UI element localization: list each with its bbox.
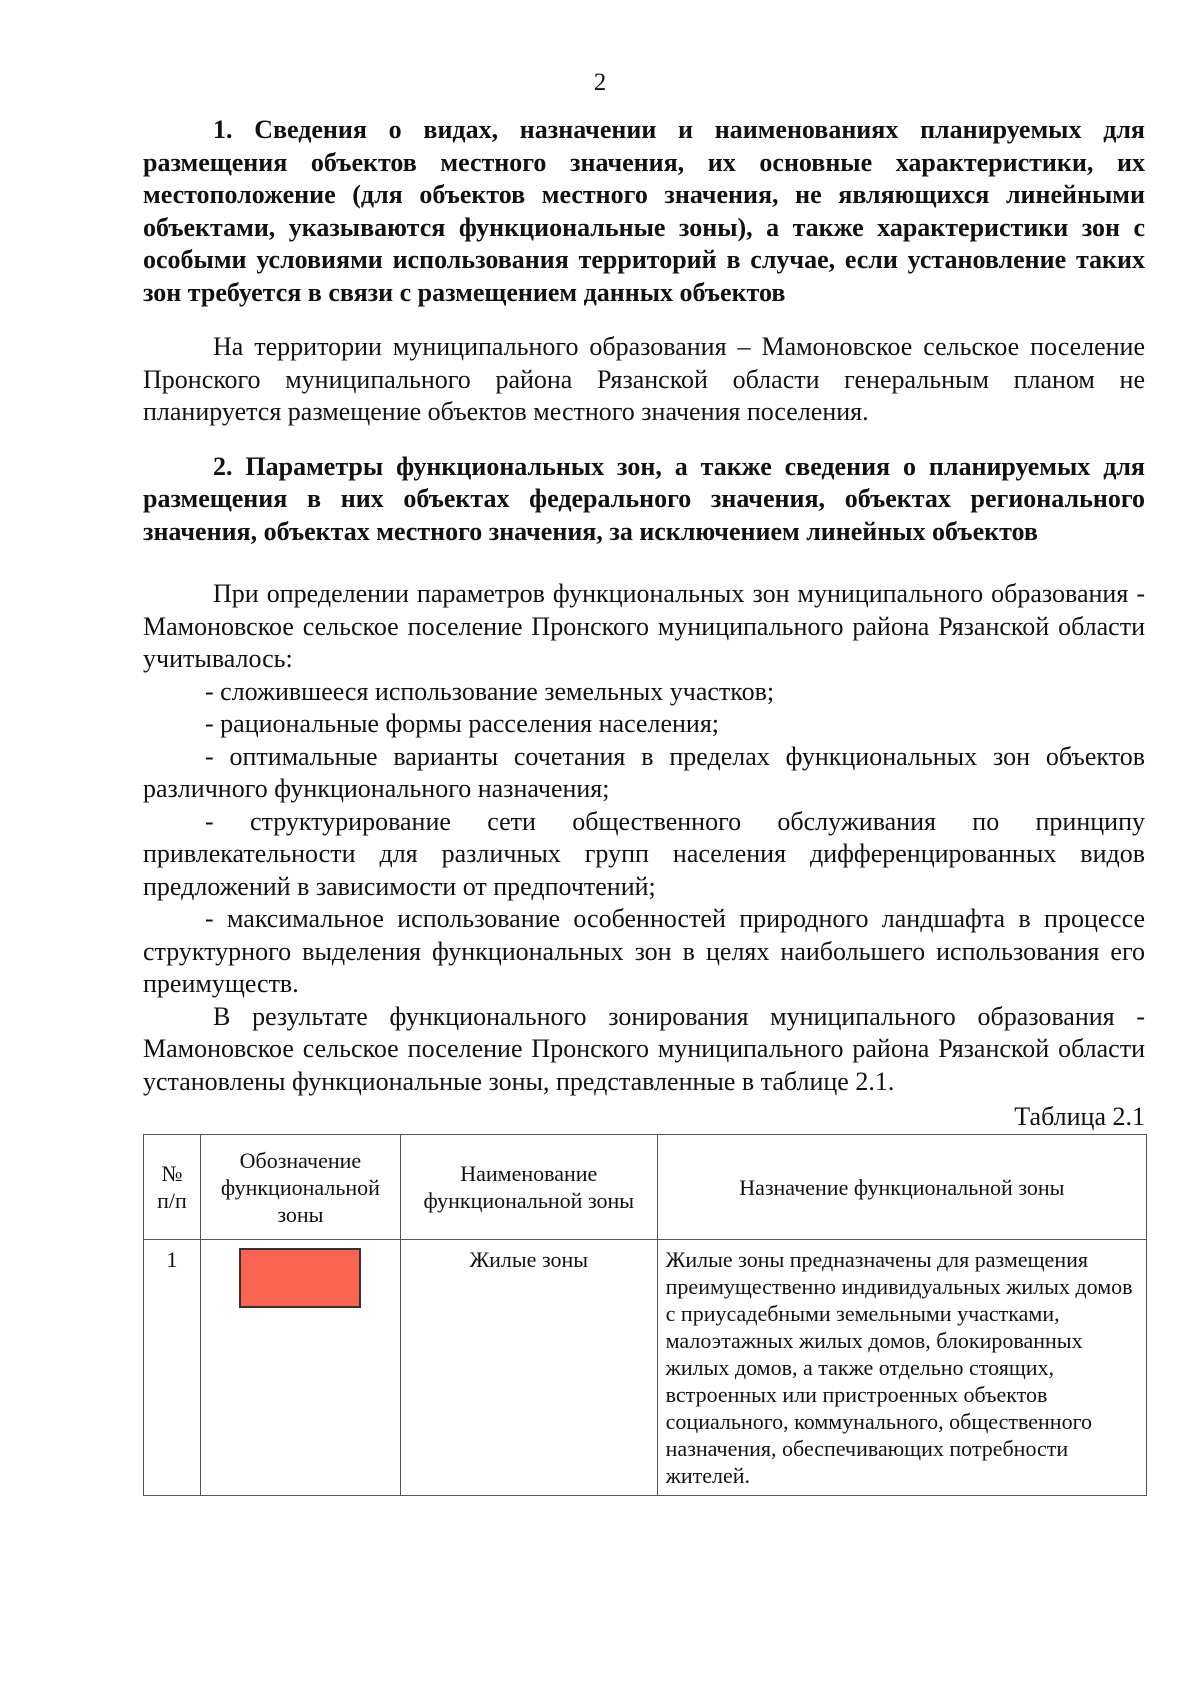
- row-number: 1: [144, 1240, 201, 1496]
- page-content: [143, 114, 1145, 1496]
- header-designation: Обозначение функциональной зоны: [200, 1135, 400, 1240]
- section-2-intro: При определении параметров функциональных зон муниципального образования - Мамоновское сельское поселение Пронского муниципального района Рязанской области учитывалось:: [143, 579, 1145, 673]
- table-header-row: [144, 1135, 1147, 1240]
- header-purpose: Назначение функциональной зоны: [657, 1135, 1146, 1240]
- header-name: Наименование функциональной зоны: [400, 1135, 657, 1240]
- table-row: [144, 1240, 1147, 1496]
- table-caption: Таблица 2.1: [1014, 1102, 1145, 1131]
- criteria-list: [143, 676, 1145, 1001]
- list-item: - максимальное использование особенностей природного ландшафта в процессе структурного выделения функциональных зон в целях наибольшего использования его преимуществ.: [143, 904, 1145, 998]
- section-2-heading: 2. Параметры функциональных зон, а также сведения о планируемых для размещения в них объектах федерального значения, объектах регионального значения, объектах местного значения, за исключением линейных объектов: [143, 451, 1145, 546]
- list-item: - рациональные формы расселения населения;: [205, 709, 719, 738]
- list-item: - структурирование сети общественного обслуживания по принципу привлекательности для различных групп населения дифференцированных видов предложений в зависимости от предпочтений;: [143, 806, 1145, 901]
- row-purpose: Жилые зоны предназначены для размещения преимущественно индивидуальных жилых домов с приусадебными земельными участками, малоэтажных жилых домов, блокированных жилых домов, а также отдельно стоящих, встроенных или пристроенных объектов социального, коммунального, общественного назначения, обеспечивающих потребности жителей.: [657, 1240, 1146, 1496]
- header-number: № п/п: [144, 1135, 201, 1240]
- section-2-conclusion: В результате функционального зонирования муниципального образования - Мамоновское сельское поселение Пронского муниципального района Рязанской области установлены функциональные зоны, представленные в таблице 2.1.: [143, 1001, 1145, 1096]
- list-item: - сложившееся использование земельных участков;: [205, 676, 775, 706]
- section-1-paragraph: На территории муниципального образования – Мамоновское сельское поселение Пронского муниципального района Рязанской области генеральным планом не планируется размещение объектов местного значения поселения.: [143, 332, 1145, 426]
- page-number: 2: [593, 69, 607, 96]
- section-1-heading: 1. Сведения о видах, назначении и наименованиях планируемых для размещения объектов местного значения, их основные характеристики, их местоположение (для объектов местного значения, не являющихся линейными объектами, указываются функциональные зоны), а также характеристики зон с особыми условиями использования территорий в случае, если установление таких зон требуется в связи с размещением данных объектов: [143, 115, 1145, 307]
- zones-table: [143, 1134, 1147, 1496]
- row-name: Жилые зоны: [400, 1240, 657, 1496]
- zone-color-swatch: [239, 1248, 361, 1308]
- list-item: - оптимальные варианты сочетания в пределах функциональных зон объектов различного функционального назначения;: [143, 741, 1145, 803]
- row-designation: [200, 1240, 400, 1496]
